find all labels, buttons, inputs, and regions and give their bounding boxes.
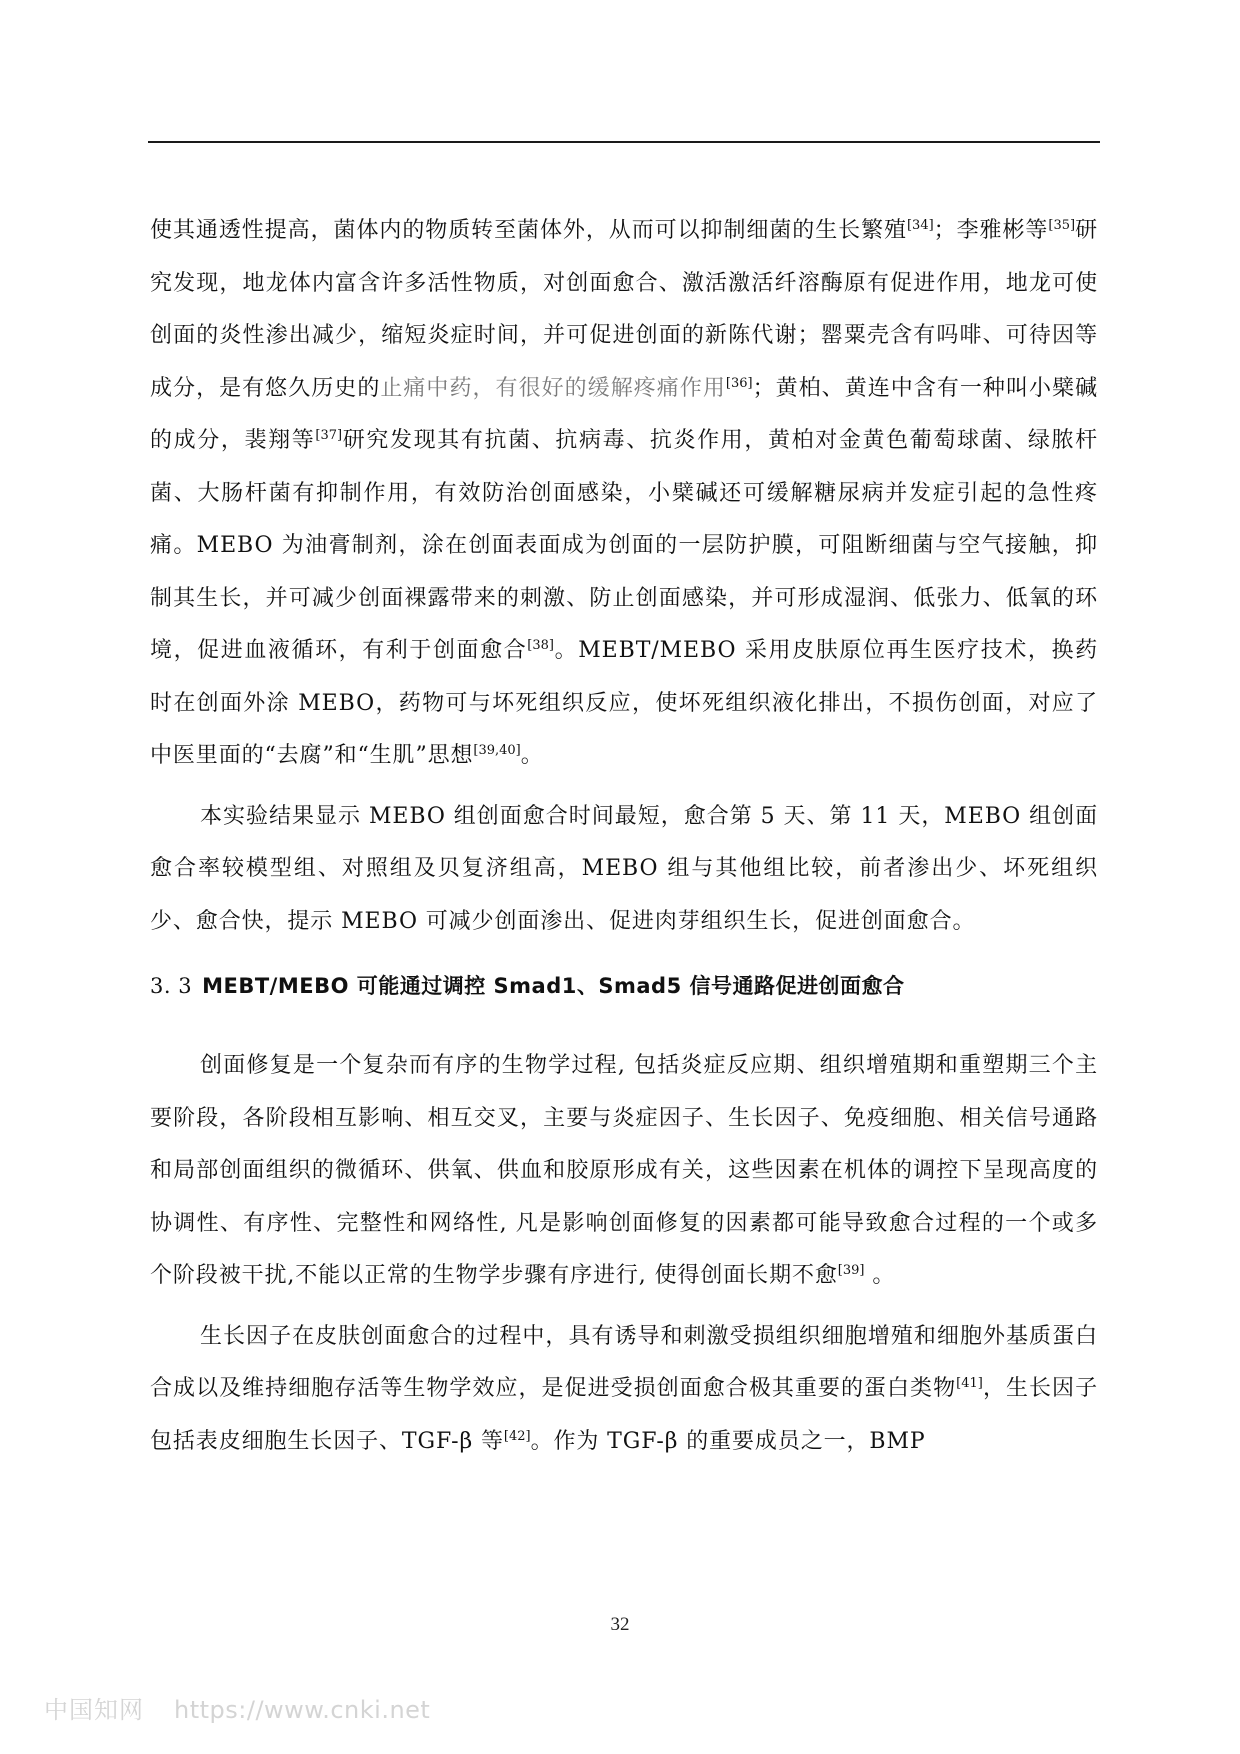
text-run: 。 <box>864 1263 896 1288</box>
watermark-brand: 中国知网 <box>44 1696 144 1724</box>
gray-text-run: 止痛中药，有很好的缓解疼痛作用 <box>380 375 726 401</box>
citation-ref[interactable]: [38] <box>527 638 554 654</box>
cnki-watermark <box>44 1690 430 1725</box>
text-run: 。MEBT/MEBO 采用皮肤原位再生医疗技术，换药时在创面外涂 MEBO，药物可与坏死组织反应，使坏死组织液化排出，不损伤创面，对应了中医里面的“去腐”和“生肌”思想 <box>150 638 1098 768</box>
page-number: 32 <box>610 1614 630 1635</box>
header-rule <box>148 141 1100 143</box>
paragraph-experiment-results <box>150 791 1098 949</box>
page-body <box>150 205 1098 1468</box>
text-run: 创面修复是一个复杂而有序的生物学过程, 包括炎症反应期、组织增殖期和重塑期三个主要阶段，各阶段相互影响、相互交叉，主要与炎症因子、生长因子、免疫细胞、相关信号通路和局部创面组织的微循环、供氧、供血和胶原形成有关，这些因素在机体的调控下呈现高度的协调性、有序性、完整性和网络性, 凡是影响创面修复的因素都可能导致愈合过程的一个或多个阶段被干扰,不能以正常的生物学步骤有序进行, 使得创面长期不愈 <box>150 1053 1098 1288</box>
text-run: 。 <box>520 743 544 768</box>
citation-ref[interactable]: [39] <box>837 1263 865 1279</box>
citation-ref[interactable]: [39,40] <box>473 743 521 759</box>
watermark-url: https://www.cnki.net <box>174 1696 431 1724</box>
text-run: 研究发现其有抗菌、抗病毒、抗炎作用，黄柏对金黄色葡萄球菌、绿脓杆菌、大肠杆菌有抑制作用，有效防治创面感染，小檗碱还可缓解糖尿病并发症引起的急性疼痛。MEBO 为油膏制剂，涂在创面表面成为创面的一层防护膜，可阻断细菌与空气接触，抑制其生长，并可减少创面裸露带来的刺激、防止创面感染，并可形成湿润、低张力、低氧的环境，促进血液循环，有利于创面愈合 <box>150 428 1098 663</box>
text-run: 生长因子在皮肤创面愈合的过程中，具有诱导和刺激受损组织细胞增殖和细胞外基质蛋白合成以及维持细胞存活等生物学效应，是促进受损创面愈合极其重要的蛋白类物 <box>150 1323 1098 1401</box>
citation-ref[interactable]: [35] <box>1048 218 1076 234</box>
section-number: 3. 3 <box>150 974 193 998</box>
citation-ref[interactable]: [37] <box>315 428 343 444</box>
section-title: MEBT/MEBO 可能通过调控 Smad1、Smad5 信号通路促进创面愈合 <box>202 974 905 998</box>
citation-ref[interactable]: [36] <box>725 375 753 391</box>
section-heading <box>150 960 1098 1012</box>
text-run: 本实验结果显示 MEBO 组创面愈合时间最短，愈合第 5 天、第 11 天，MEBO 组创面愈合率较模型组、对照组及贝复济组高，MEBO 组与其他组比较，前者渗出少、坏死组织少、愈合快，提示 MEBO 可减少创面渗出、促进肉芽组织生长，促进创面愈合。 <box>150 803 1098 934</box>
text-run: 。作为 TGF-β 的重要成员之一，BMP <box>530 1428 926 1454</box>
text-run: ，生长因子包括表皮细胞生长因子、TGF-β 等 <box>150 1376 1098 1454</box>
paragraph-wound-drug-mechanisms <box>150 205 1098 783</box>
text-run: ；黄柏、黄连中含有一种叫小檗碱的成分，裴翔等 <box>150 375 1098 453</box>
citation-ref[interactable]: [34] <box>906 218 934 234</box>
paragraph-wound-repair-process <box>150 1040 1098 1303</box>
citation-ref[interactable]: [42] <box>503 1428 531 1444</box>
text-run: 研究发现，地龙体内富含许多活性物质，对创面愈合、激活激活纤溶酶原有促进作用，地龙可使创面的炎性渗出减少，缩短炎症时间，并可促进创面的新陈代谢；罂粟壳含有吗啡、可待因等成分，是有悠久历史的 <box>150 218 1099 401</box>
citation-ref[interactable]: [41] <box>956 1376 983 1392</box>
text-run: ；李雅彬等 <box>933 218 1049 243</box>
text-run: 使其通透性提高，菌体内的物质转至菌体外，从而可以抑制细菌的生长繁殖 <box>150 218 907 243</box>
paragraph-growth-factors <box>150 1311 1098 1469</box>
